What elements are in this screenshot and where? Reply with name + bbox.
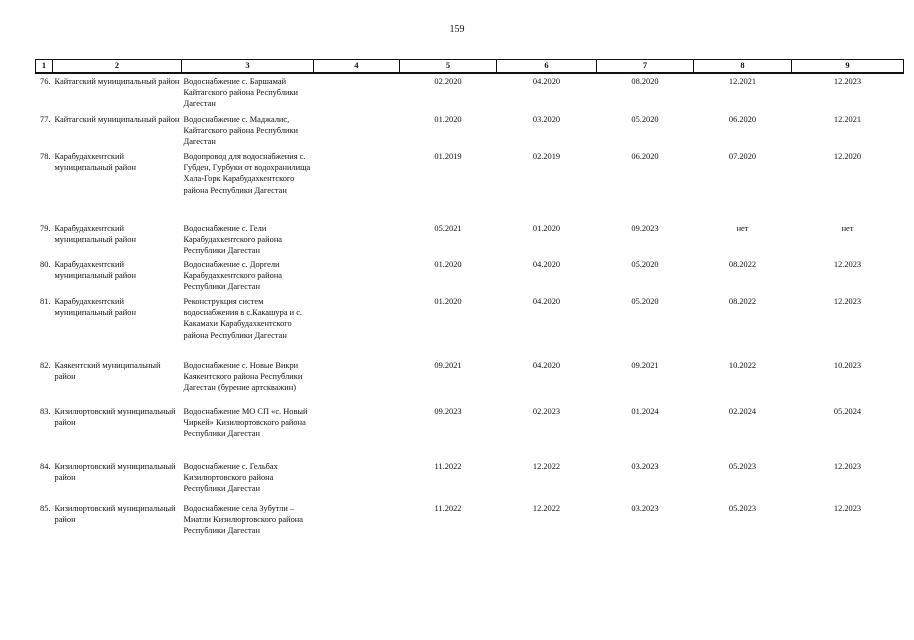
header-col-7: 7 [597, 60, 694, 74]
cell-num: 81. [40, 297, 51, 306]
header-row [36, 60, 904, 74]
cell-c9: 10.2023 [833, 361, 862, 370]
cell-c7: 05.2020 [631, 297, 659, 306]
cell-c5: 05.2021 [434, 224, 462, 233]
cell-c9: 12.2023 [833, 260, 862, 269]
page-number: 159 [449, 24, 465, 35]
cell-c5: 09.2021 [434, 361, 462, 370]
cell-c6: 02.2019 [532, 152, 561, 161]
cell-num: 80. [40, 260, 51, 269]
cell-district: Кизилюртовский муниципальный район [54, 504, 176, 525]
cell-c9: 05.2024 [833, 407, 862, 416]
cell-c5: 11.2022 [434, 504, 462, 513]
header-col-5: 5 [400, 60, 497, 74]
header-col-1: 1 [36, 60, 53, 74]
table-row [36, 501, 904, 541]
cell-c7: 03.2023 [631, 462, 659, 471]
cell-district: Карабудахкентский муниципальный район [54, 224, 136, 245]
cell-num: 85. [40, 504, 51, 513]
cell-c9: 12.2023 [833, 462, 862, 471]
cell-object: Водоснабжение МО СП «с. Новый Чиркей» Кизилюртовского района Республики Дагестан [183, 407, 308, 439]
cell-c5: 01.2020 [434, 260, 462, 269]
cell-c5: 01.2020 [434, 297, 462, 306]
cell-object: Реконструкция систем водоснабжения в с.Какашура и с. Какамахи Карабудахкентского района Республики Дагестан [183, 297, 303, 340]
cell-num: 78. [40, 152, 51, 161]
cell-num: 82. [40, 361, 51, 370]
cell-num: 77. [40, 115, 51, 124]
cell-district: Карабудахкентский муниципальный район [54, 260, 136, 281]
table-row [36, 221, 904, 257]
cell-c9: 12.2023 [833, 504, 862, 513]
cell-c6: 03.2020 [532, 115, 561, 124]
cell-c6: 04.2020 [532, 77, 561, 86]
cell-c4 [314, 221, 400, 257]
cell-c6: 04.2020 [532, 361, 561, 370]
cell-district: Кайтагский муниципальный район [54, 77, 180, 86]
cell-c8: 08.2022 [728, 297, 757, 306]
cell-num: 84. [40, 462, 51, 471]
cell-c7: 05.2020 [631, 260, 659, 269]
cell-c8: 02.2024 [728, 407, 757, 416]
cell-c9: нет [841, 224, 854, 233]
cell-c6: 04.2020 [532, 297, 561, 306]
header-col-3: 3 [182, 60, 314, 74]
header-col-6: 6 [497, 60, 597, 74]
cell-object: Водопровод для водоснабжения с. Губден, Гурбуки от водохранилища Хала-Горк Карабудахкентского района Республики Дагестан [183, 152, 311, 195]
cell-object: Водоснабжение села Зубутли – Миатли Кизилюртовского района Республики Дагестан [183, 504, 303, 536]
table-row [36, 73, 904, 112]
cell-c7: 03.2023 [631, 504, 659, 513]
cell-c6: 02.2023 [532, 407, 561, 416]
cell-c6: 04.2020 [532, 260, 561, 269]
cell-c8: 05.2023 [728, 462, 757, 471]
header-col-2: 2 [53, 60, 182, 74]
cell-district: Каякентский муниципальный район [54, 361, 161, 382]
cell-object: Водоснабжение с. Гели Карабудахкентского района Республики Дагестан [183, 224, 283, 256]
cell-c4 [314, 358, 400, 404]
cell-c8: 12.2021 [728, 77, 757, 86]
table-row [36, 358, 904, 404]
cell-c5: 09.2023 [434, 407, 462, 416]
table-row [36, 112, 904, 149]
cell-c6: 12.2022 [532, 504, 561, 513]
cell-c7: 01.2024 [631, 407, 659, 416]
schedule-table [35, 59, 904, 541]
cell-c7: 09.2023 [631, 224, 659, 233]
table-row [36, 404, 904, 459]
cell-district: Карабудахкентский муниципальный район [54, 297, 136, 318]
cell-c5: 01.2019 [434, 152, 462, 161]
table-row [36, 257, 904, 294]
cell-c9: 12.2023 [833, 297, 862, 306]
header-col-4: 4 [314, 60, 400, 74]
cell-c9: 12.2023 [833, 77, 862, 86]
cell-c9: 12.2020 [833, 152, 862, 161]
cell-c7: 05.2020 [631, 115, 659, 124]
header-col-9: 9 [792, 60, 904, 74]
cell-district: Кизилюртовский муниципальный район [54, 407, 176, 428]
cell-c7: 08.2020 [631, 77, 659, 86]
cell-object: Водоснабжение с. Маджалис, Кайтагского района Республики Дагестан [183, 115, 299, 147]
cell-c7: 09.2021 [631, 361, 659, 370]
cell-object: Водоснабжение с. Баршамай Кайтагского района Республики Дагестан [183, 77, 299, 109]
cell-c6: 01.2020 [532, 224, 561, 233]
cell-c4 [314, 257, 400, 294]
cell-c6: 12.2022 [532, 462, 561, 471]
cell-district: Кайтагский муниципальный район [54, 115, 180, 124]
cell-c8: 08.2022 [728, 260, 757, 269]
cell-c8: 06.2020 [728, 115, 757, 124]
cell-c8: 07.2020 [728, 152, 757, 161]
cell-c4 [314, 112, 400, 149]
cell-c9: 12.2021 [833, 115, 862, 124]
cell-c5: 02.2020 [434, 77, 462, 86]
cell-c8: 05.2023 [728, 504, 757, 513]
table-row [36, 149, 904, 221]
cell-c5: 11.2022 [434, 462, 462, 471]
cell-object: Водоснабжение с. Доргели Карабудахкентского района Республики Дагестан [183, 260, 283, 292]
cell-district: Кизилюртовский муниципальный район [54, 462, 176, 483]
cell-num: 79. [40, 224, 51, 233]
cell-c4 [314, 501, 400, 541]
cell-num: 76. [40, 77, 51, 86]
cell-c4 [314, 294, 400, 358]
cell-c8: нет [736, 224, 749, 233]
header-col-8: 8 [694, 60, 792, 74]
cell-district: Карабудахкентский муниципальный район [54, 152, 136, 173]
table-row [36, 459, 904, 501]
cell-c7: 06.2020 [631, 152, 659, 161]
cell-c4 [314, 149, 400, 221]
cell-c8: 10.2022 [728, 361, 757, 370]
cell-object: Водоснабжение с. Гельбах Кизилюртовского района Республики Дагестан [183, 462, 278, 494]
table-row [36, 294, 904, 358]
cell-object: Водоснабжение с. Новые Викри Каякентского района Республики Дагестан (бурение артскважин) [183, 361, 303, 393]
cell-c5: 01.2020 [434, 115, 462, 124]
cell-c4 [314, 73, 400, 112]
cell-num: 83. [40, 407, 51, 416]
cell-c4 [314, 459, 400, 501]
cell-c4 [314, 404, 400, 459]
